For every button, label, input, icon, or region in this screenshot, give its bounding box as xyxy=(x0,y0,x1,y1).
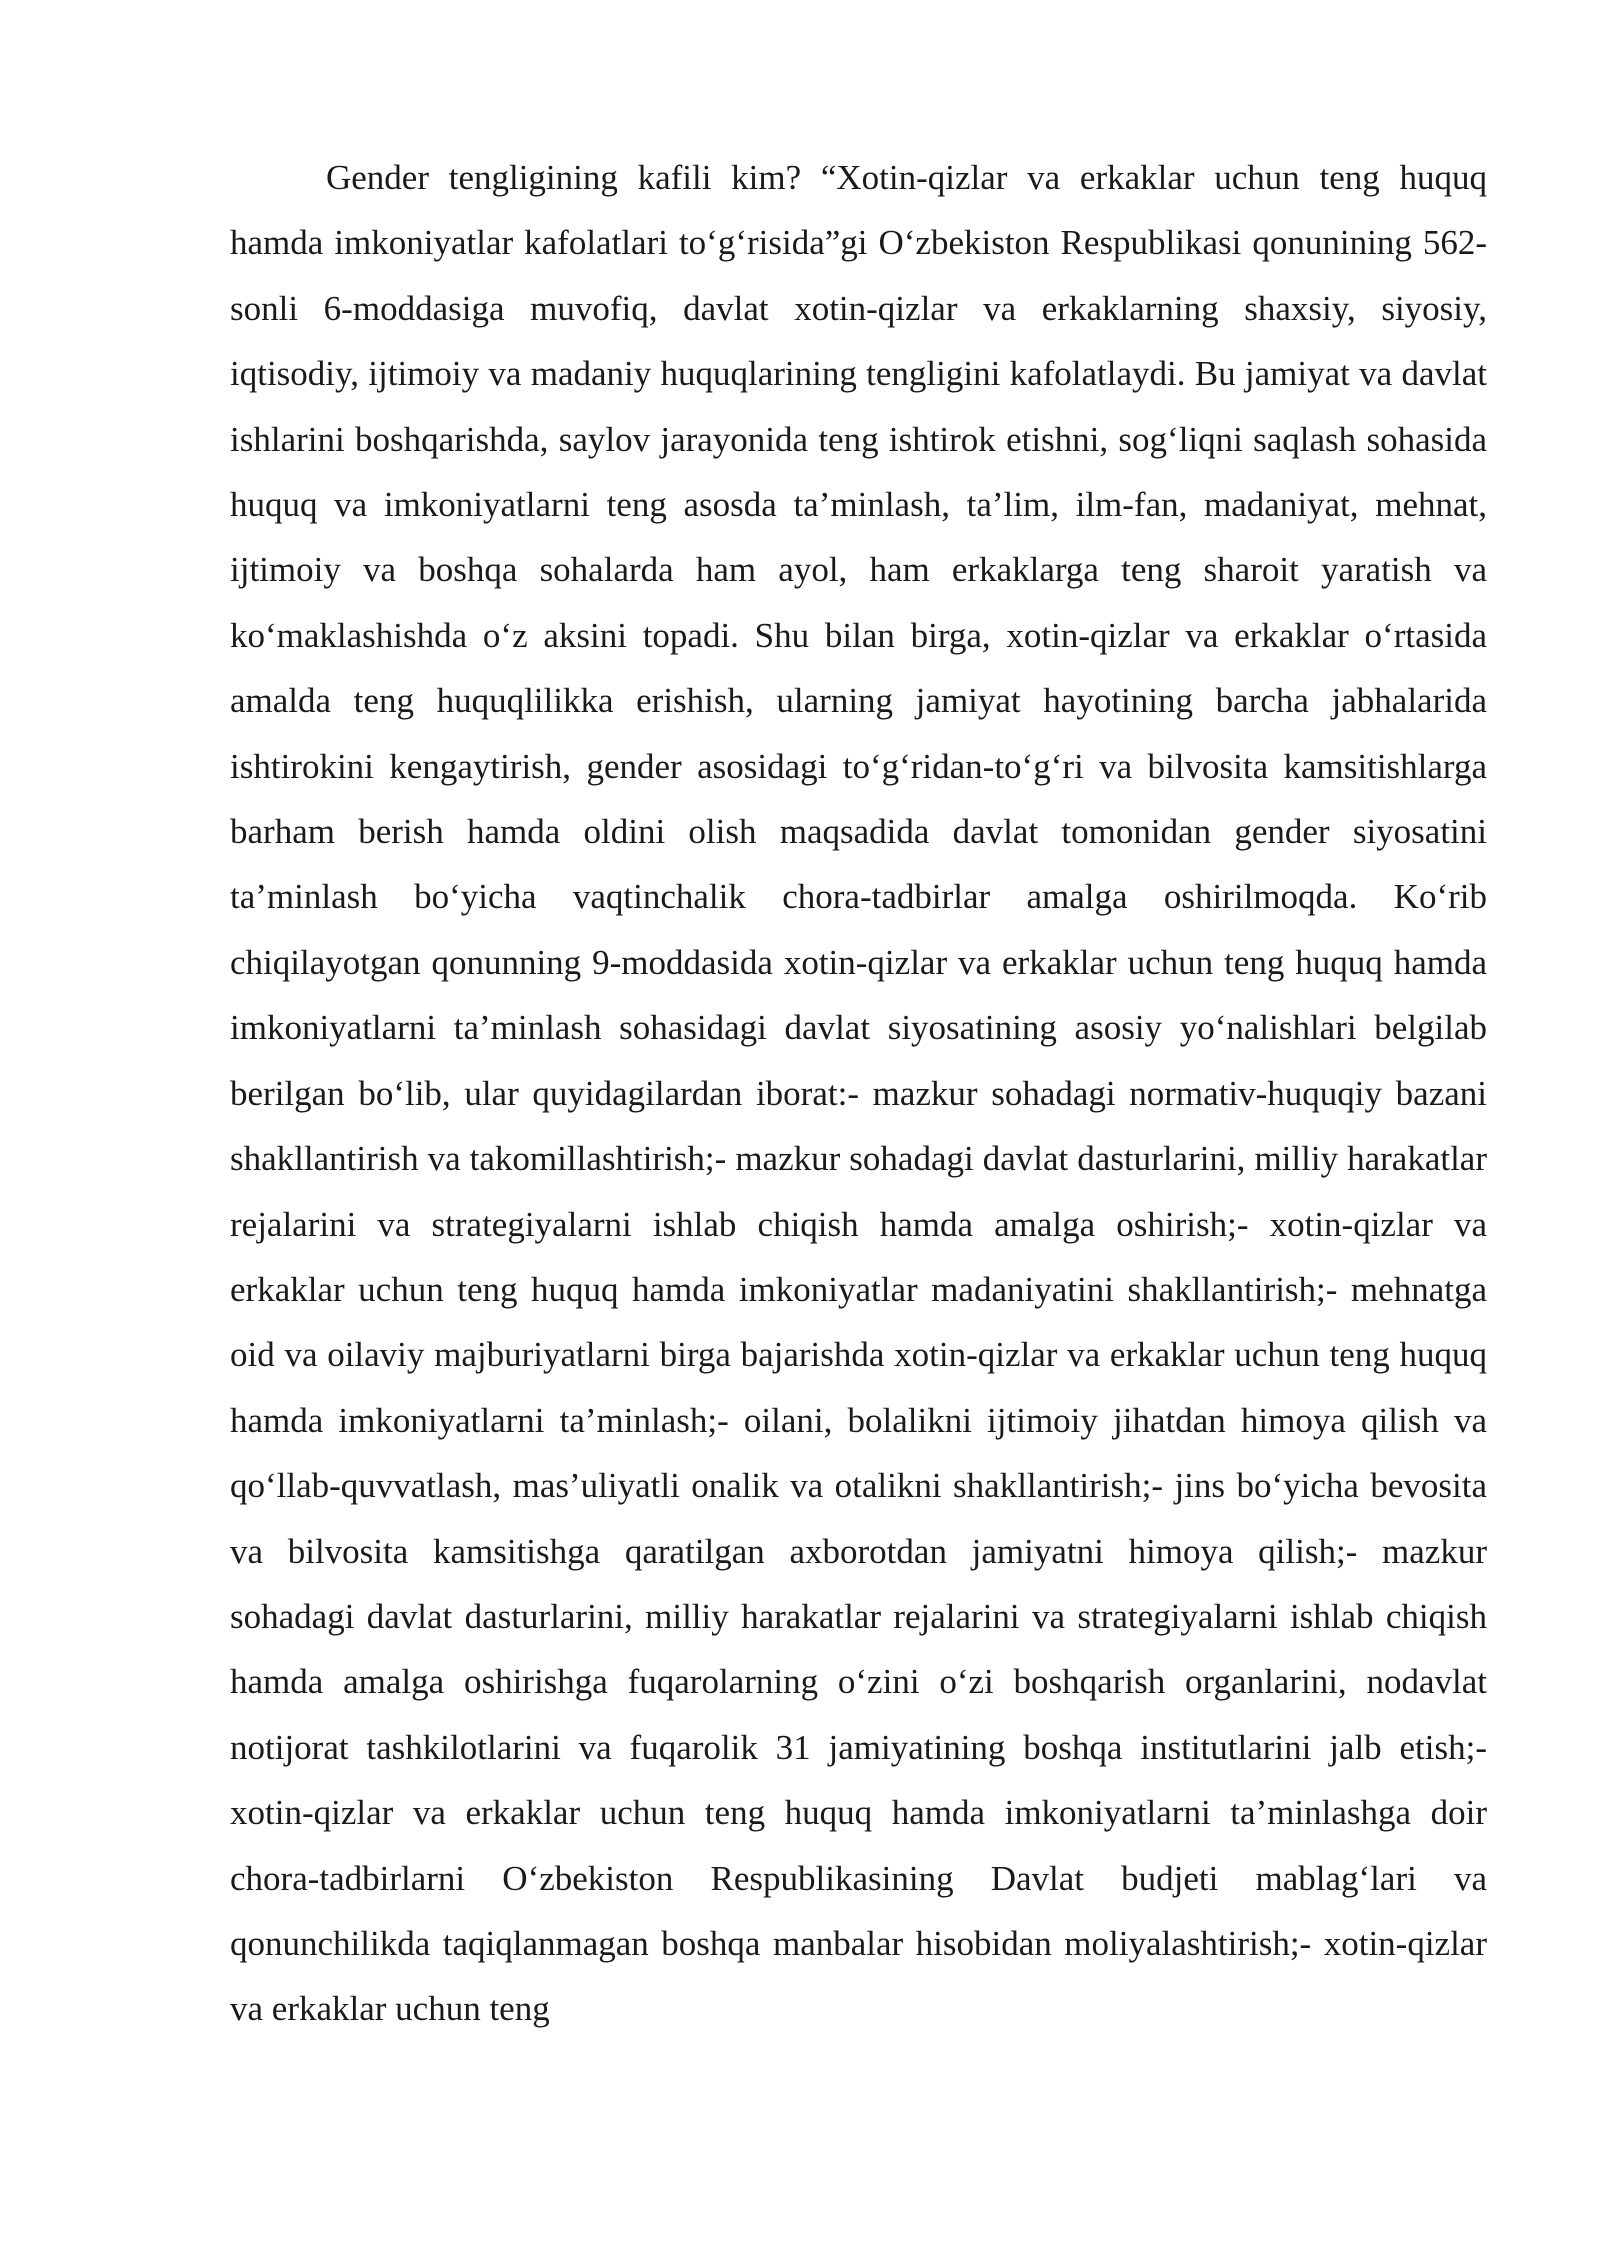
body-paragraph: Gender tengligining kafili kim? “Xotin-qizlar va erkaklar uchun teng huquq hamda imkoniyatlar kafolatlari to‘g‘risida”gi O‘zbekiston Respublikasi qonunining 562-sonli 6-moddasiga muvofiq, davlat xotin-qizlar va erkaklarning shaxsiy, siyosiy, iqtisodiy, ijtimoiy va madaniy huquqlarining tengligini kafolatlaydi. Bu jamiyat va davlat ishlarini boshqarishda, saylov jarayonida teng ishtirok etishni, sog‘liqni saqlash sohasida huquq va imkoniyatlarni teng asosda ta’minlash, ta’lim, ilm-fan, madaniyat, mehnat, ijtimoiy va boshqa sohalarda ham ayol, ham erkaklarga teng sharoit yaratish va ko‘maklashishda o‘z aksini topadi. Shu bilan birga, xotin-qizlar va erkaklar o‘rtasida amalda teng huquqlilikka erishish, ularning jamiyat hayotining barcha jabhalarida ishtirokini kengaytirish, gender asosidagi to‘g‘ridan-to‘g‘ri va bilvosita kamsitishlarga barham berish hamda oldini olish maqsadida davlat tomonidan gender siyosatini ta’minlash bo‘yicha vaqtinchalik chora-tadbirlar amalga oshirilmoqda. Ko‘rib chiqilayotgan qonunning 9-moddasida xotin-qizlar va erkaklar uchun teng huquq hamda imkoniyatlarni ta’minlash sohasidagi davlat siyosatining asosiy yo‘nalishlari belgilab berilgan bo‘lib, ular quyidagilardan iborat:- mazkur sohadagi normativ-huquqiy bazani shakllantirish va takomillashtirish;- mazkur sohadagi davlat dasturlarini, milliy harakatlar rejalarini va strategiyalarni ishlab chiqish hamda amalga oshirish;- xotin-qizlar va erkaklar uchun teng huquq hamda imkoniyatlar madaniyatini shakllantirish;- mehnatga oid va oilaviy majburiyatlarni birga bajarishda xotin-qizlar va erkaklar uchun teng huquq hamda imkoniyatlarni ta’minlash;- oilani, bolalikni ijtimoiy jihatdan himoya qilish va qo‘llab-quvvatlash, mas’uliyatli onalik va otalikni shakllantirish;- jins bo‘yicha bevosita va bilvosita kamsitishga qaratilgan axborotdan jamiyatni himoya qilish;- mazkur sohadagi davlat dasturlarini, milliy harakatlar rejalarini va strategiyalarni ishlab chiqish hamda amalga oshirishga fuqarolarning o‘zini o‘zi boshqarish organlarini, nodavlat notijorat tashkilotlarini va fuqarolik 31 jamiyatining boshqa institutlarini jalb etish;- xotin-qizlar va erkaklar uchun teng huquq hamda imkoniyatlarni ta’minlashga doir chora-tadbirlarni O‘zbekiston Respublikasining Davlat budjeti mablag‘lari va qonunchilikda taqiqlanmagan boshqa manbalar hisobidan moliyalashtirish;- xotin-qizlar va erkaklar uchun teng xyxy=(230,158,1487,2029)
